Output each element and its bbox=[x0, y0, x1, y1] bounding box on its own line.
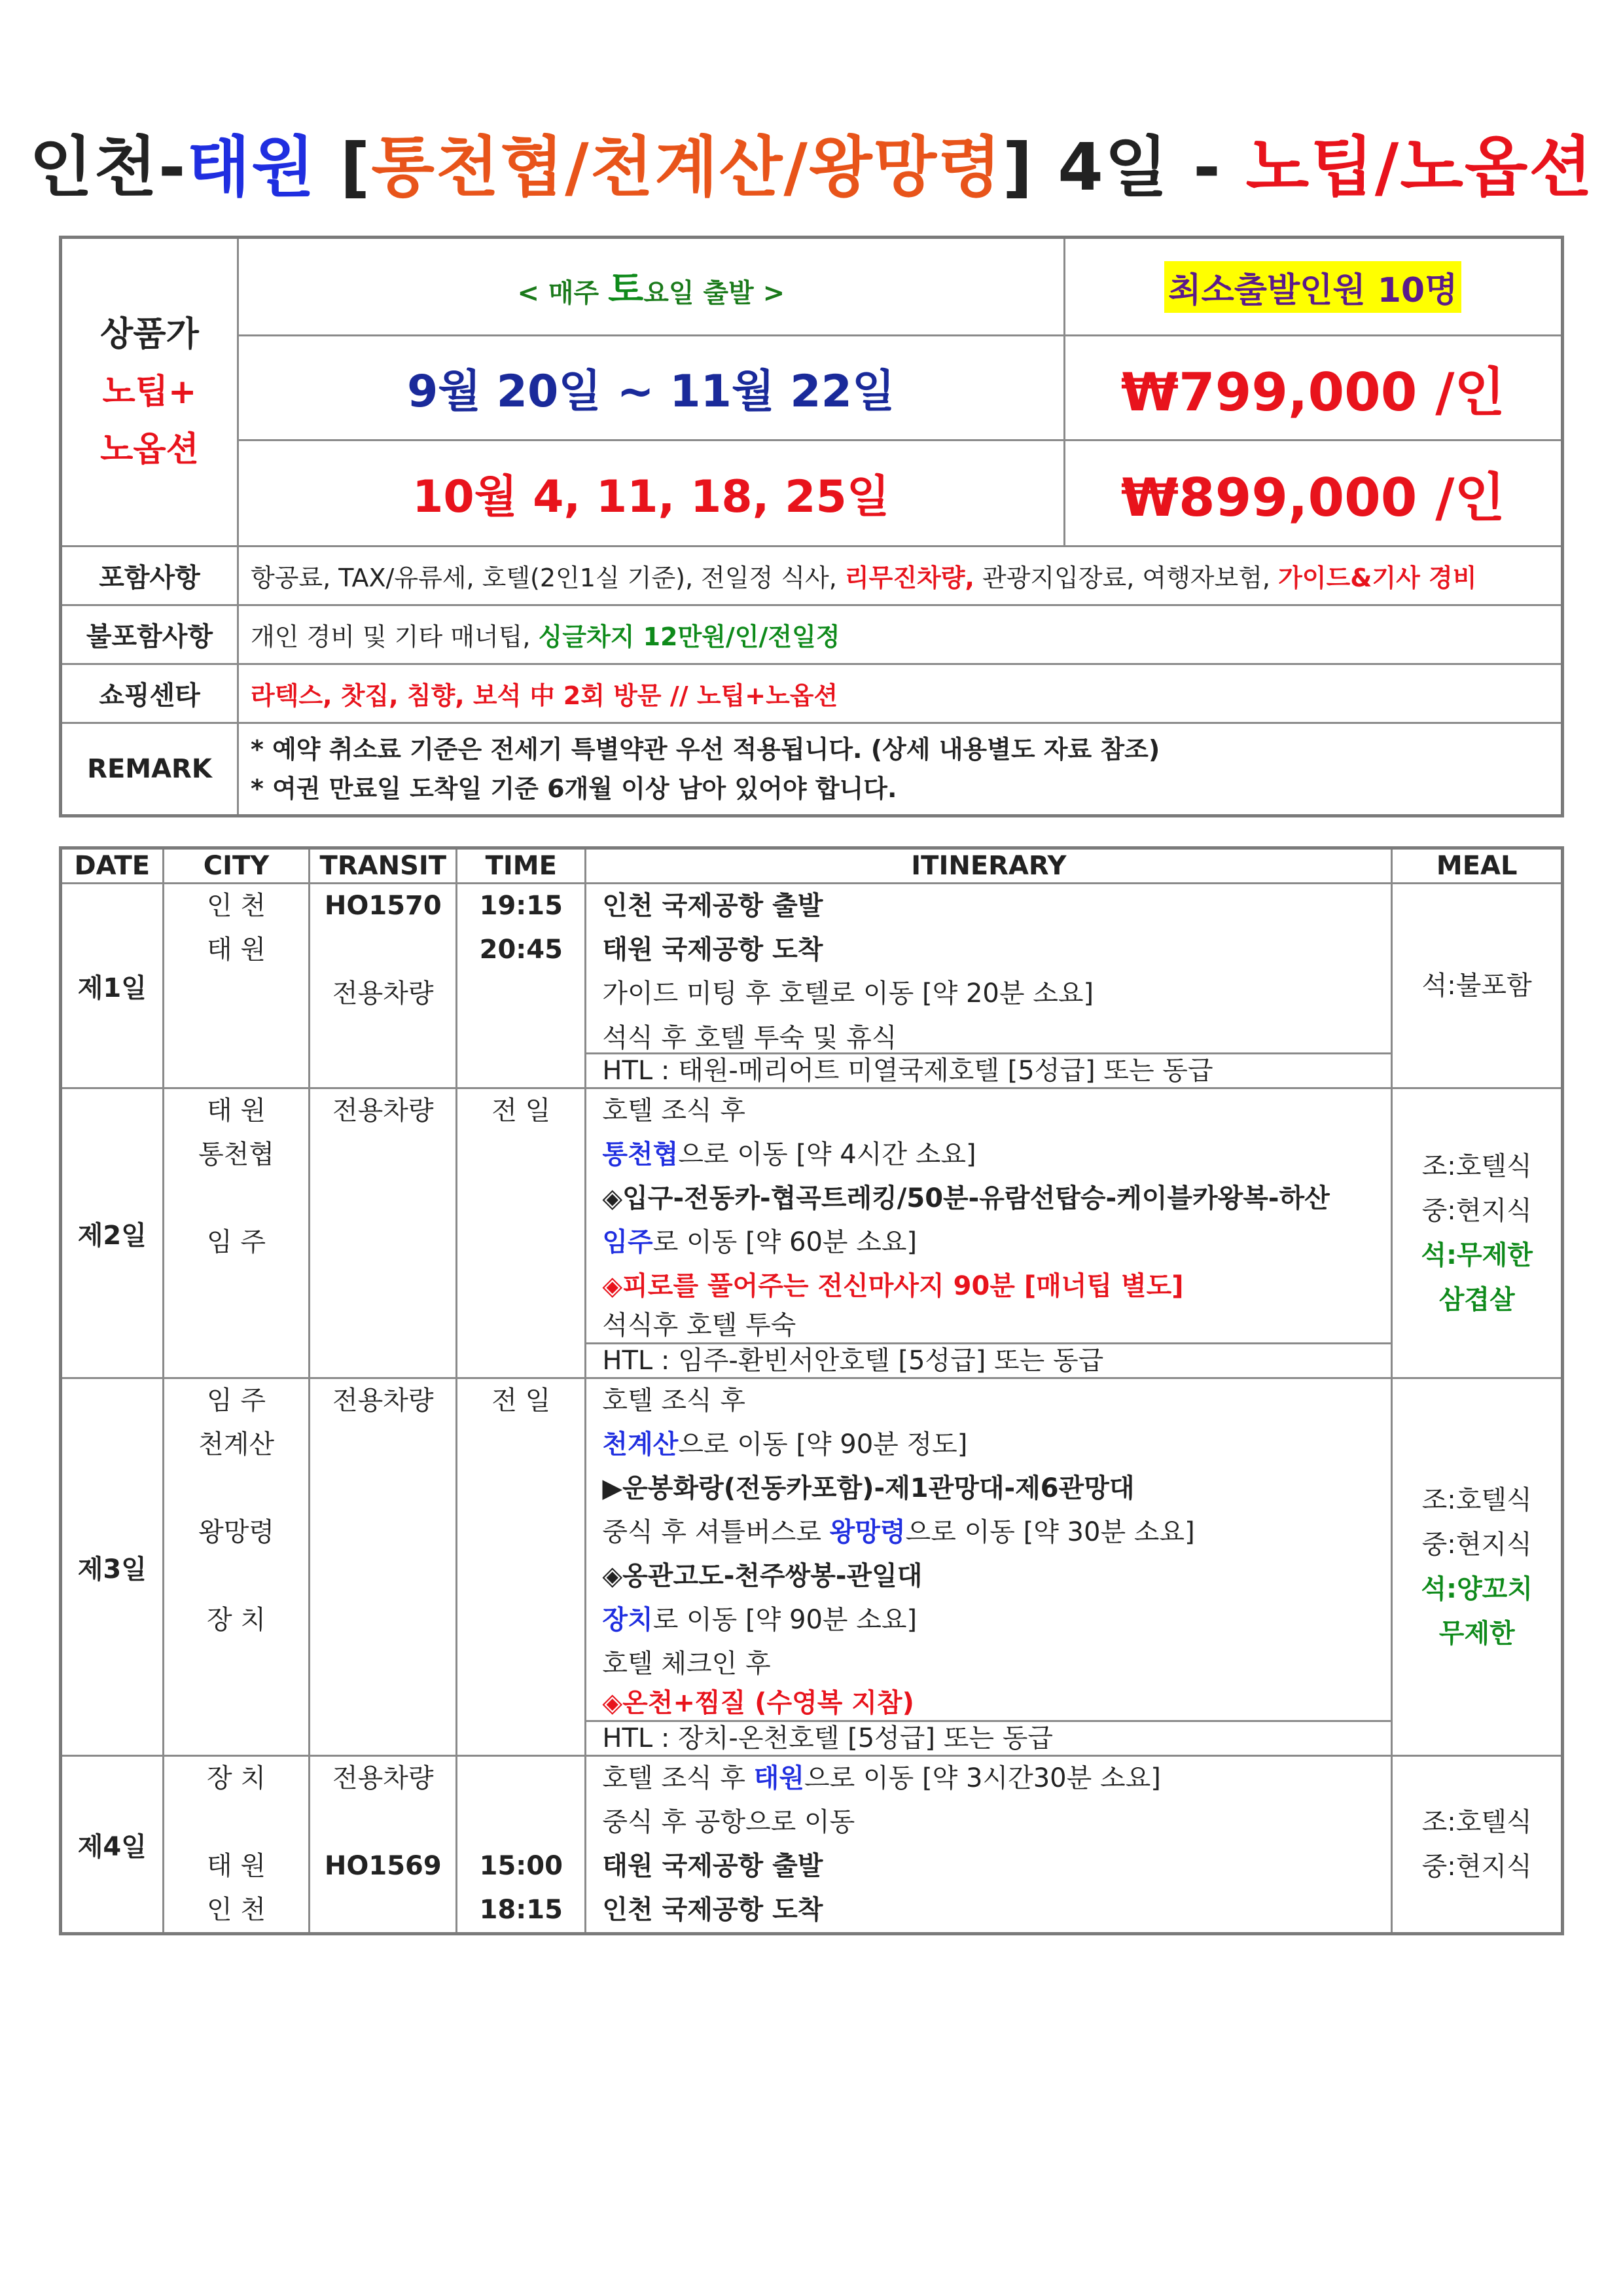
product-price-label bbox=[61, 238, 238, 547]
hotel-line: HTL : 태원-메리어트 미열국제호텔 [5성급] 또는 동급 bbox=[586, 1052, 1391, 1087]
remark-label: REMARK bbox=[61, 723, 238, 816]
product-label-text: 상품가 bbox=[100, 315, 199, 354]
day-itinerary bbox=[586, 884, 1392, 1088]
itinerary-text: 으로 이동 [약 90분 정도] bbox=[678, 1429, 968, 1460]
day-meal bbox=[1392, 884, 1563, 1088]
title-no-tip: 노팁/노옵션 bbox=[1245, 129, 1594, 206]
excluded-a: 개인 경비 및 기타 매너팁, bbox=[250, 622, 539, 651]
included-d: 가이드&기사 경비 bbox=[1278, 564, 1477, 592]
city: 장 치 bbox=[207, 1763, 266, 1793]
meal-item: 석:불포함 bbox=[1421, 971, 1532, 1001]
time: 전 일 bbox=[491, 1386, 551, 1416]
time bbox=[457, 1801, 584, 1844]
title-destination: 태원 bbox=[187, 129, 316, 206]
city: 인 천 bbox=[207, 891, 266, 921]
city: 태 원 bbox=[207, 1096, 266, 1126]
itinerary-line: 호텔 체크인 후 bbox=[602, 1649, 771, 1679]
period-2: 10월 4, 11, 18, 25일 bbox=[238, 440, 1064, 547]
excluded-label: 불포함사항 bbox=[61, 605, 238, 664]
itinerary-table bbox=[59, 846, 1564, 1935]
period-1: 9월 20일 ~ 11월 22일 bbox=[238, 336, 1064, 440]
header-city: CITY bbox=[163, 848, 310, 884]
city: 임 주 bbox=[207, 1386, 266, 1416]
day-itinerary bbox=[586, 1756, 1392, 1934]
meal-special: 석:양꼬치 bbox=[1421, 1574, 1533, 1604]
departure-post: 요일 출발 > bbox=[643, 278, 785, 308]
place-highlight: 임주 bbox=[602, 1227, 653, 1257]
title-duration: ] 4일 - bbox=[1002, 129, 1246, 206]
header-date: DATE bbox=[61, 848, 164, 884]
time: 19:15 bbox=[479, 891, 563, 921]
itinerary-line bbox=[586, 1221, 1391, 1265]
transit: 전용차량 bbox=[332, 978, 434, 1009]
day-row bbox=[61, 1088, 1563, 1378]
itinerary-line: ◈피로를 풀어주는 전신마사지 90분 [매너팁 별도] bbox=[602, 1271, 1184, 1301]
city: 왕망령 bbox=[198, 1517, 274, 1547]
itinerary-line bbox=[586, 1423, 1391, 1467]
header-transit: TRANSIT bbox=[310, 848, 457, 884]
itinerary-text: 로 이동 [약 90분 소요] bbox=[652, 1605, 918, 1635]
itinerary-line: ◈입구-전동카-협곡트레킹/50분-유람선탑승-케이블카왕복-하산 bbox=[602, 1183, 1330, 1213]
city: 장 치 bbox=[207, 1605, 266, 1635]
remark-text bbox=[238, 723, 1562, 816]
itinerary-line: 태원 국제공항 도착 bbox=[602, 935, 823, 965]
itinerary-text: 으로 이동 [약 4시간 소요] bbox=[678, 1139, 976, 1170]
included-label: 포함사항 bbox=[61, 547, 238, 605]
min-pax-cell bbox=[1064, 238, 1562, 336]
included-c: 관광지입장료, 여행자보험, bbox=[974, 564, 1279, 592]
city: 태 원 bbox=[207, 935, 266, 965]
day-label: 제1일 bbox=[61, 884, 164, 1088]
meal-special: 삼겹살 bbox=[1438, 1285, 1515, 1315]
day-cities bbox=[163, 884, 310, 1088]
itinerary-line bbox=[586, 1757, 1391, 1801]
day-transit bbox=[310, 1088, 457, 1378]
day-row bbox=[61, 1756, 1563, 1934]
city bbox=[164, 1467, 309, 1511]
city bbox=[164, 1801, 309, 1844]
itinerary-text: 호텔 조식 후 bbox=[602, 1763, 754, 1793]
meal-special: 석:무제한 bbox=[1421, 1240, 1533, 1270]
place-highlight: 태원 bbox=[753, 1763, 805, 1793]
header-itinerary: ITINERARY bbox=[586, 848, 1392, 884]
product-sub-text: 노팁+ bbox=[102, 372, 197, 412]
transit bbox=[310, 1801, 455, 1844]
city: 임 주 bbox=[207, 1227, 266, 1257]
remark-2: * 여권 만료일 도착일 기준 6개월 이상 남아 있어야 합니다. bbox=[250, 774, 897, 803]
title-spots: 통천협/천계산/왕망령 bbox=[371, 129, 1003, 206]
itinerary-line bbox=[586, 1133, 1391, 1177]
included-b: 리무진차량, bbox=[844, 564, 974, 592]
city bbox=[164, 1177, 309, 1221]
page-title bbox=[0, 115, 1623, 209]
day-row bbox=[61, 1378, 1563, 1756]
day-transit bbox=[310, 884, 457, 1088]
day-times bbox=[457, 884, 586, 1088]
itinerary-line: ◈옹관고도-천주쌍봉-관일대 bbox=[602, 1561, 923, 1591]
transit: 전용차량 bbox=[332, 1763, 434, 1793]
title-bracket-open: [ bbox=[315, 129, 372, 206]
itinerary-line: 석식후 호텔 투숙 bbox=[602, 1310, 796, 1340]
itinerary-text: 으로 이동 [약 3시간30분 소요] bbox=[804, 1763, 1161, 1793]
product-sub2-text: 노옵션 bbox=[100, 430, 199, 469]
place-highlight: 통천협 bbox=[602, 1139, 679, 1170]
transit: 전용차량 bbox=[332, 1386, 434, 1416]
itinerary-line: 호텔 조식 후 bbox=[602, 1096, 746, 1126]
city bbox=[164, 1554, 309, 1598]
departure-pre: < 매주 bbox=[517, 278, 609, 308]
itinerary-line: 가이드 미팅 후 호텔로 이동 [약 20분 소요] bbox=[602, 978, 1094, 1009]
flight-number: HO1570 bbox=[324, 891, 442, 921]
meal-item: 조:호텔식 bbox=[1421, 1807, 1532, 1837]
time: 전 일 bbox=[491, 1096, 551, 1126]
itinerary-line: ◈온천+찜질 (수영복 지참) bbox=[602, 1688, 914, 1718]
itinerary-line: 석식 후 호텔 투숙 및 휴식 bbox=[602, 1023, 897, 1053]
transit bbox=[310, 1888, 455, 1932]
itinerary-line: 인천 국제공항 출발 bbox=[602, 891, 823, 921]
shopping-text: 라텍스, 찻집, 침향, 보석 中 2회 방문 // 노팁+노옵션 bbox=[238, 664, 1562, 723]
price-2: ₩899,000 /인 bbox=[1064, 440, 1562, 547]
time: 15:00 bbox=[479, 1851, 563, 1881]
meal-special: 무제한 bbox=[1438, 1619, 1515, 1649]
day-cities bbox=[163, 1088, 310, 1378]
title-origin: 인천- bbox=[29, 129, 187, 206]
departure-day bbox=[238, 238, 1064, 336]
city: 통천협 bbox=[198, 1139, 274, 1170]
day-meal bbox=[1392, 1088, 1563, 1378]
time: 20:45 bbox=[479, 935, 563, 965]
shopping-label: 쇼핑센타 bbox=[61, 664, 238, 723]
time bbox=[457, 1757, 584, 1801]
meal-item: 조:호텔식 bbox=[1421, 1485, 1532, 1515]
day-meal bbox=[1392, 1378, 1563, 1756]
price-1: ₩799,000 /인 bbox=[1064, 336, 1562, 440]
departure-day-text: 토 bbox=[608, 268, 644, 311]
transit: 전용차량 bbox=[332, 1096, 434, 1126]
city: 태 원 bbox=[207, 1851, 266, 1881]
day-transit bbox=[310, 1756, 457, 1934]
day-times bbox=[457, 1088, 586, 1378]
day-label: 제4일 bbox=[61, 1756, 164, 1934]
itinerary-line: 인천 국제공항 도착 bbox=[602, 1895, 823, 1925]
included-text bbox=[238, 547, 1562, 605]
itinerary-text: 중식 후 셔틀버스로 bbox=[602, 1517, 830, 1547]
place-highlight: 천계산 bbox=[602, 1429, 679, 1460]
flight-number: HO1569 bbox=[324, 1851, 442, 1881]
place-highlight: 장치 bbox=[602, 1605, 653, 1635]
day-times bbox=[457, 1378, 586, 1756]
itinerary-line: 중식 후 공항으로 이동 bbox=[602, 1807, 855, 1837]
day-meal bbox=[1392, 1756, 1563, 1934]
itinerary-text: 으로 이동 [약 30분 소요] bbox=[905, 1517, 1195, 1547]
day-times bbox=[457, 1756, 586, 1934]
day-label: 제3일 bbox=[61, 1378, 164, 1756]
itinerary-line: 태원 국제공항 출발 bbox=[602, 1851, 823, 1881]
itinerary-line bbox=[586, 1598, 1391, 1642]
itinerary-text: 로 이동 [약 60분 소요] bbox=[652, 1227, 918, 1257]
day-cities bbox=[163, 1756, 310, 1934]
city: 천계산 bbox=[198, 1429, 274, 1460]
place-highlight: 왕망령 bbox=[829, 1517, 906, 1547]
city: 인 천 bbox=[207, 1895, 266, 1925]
time: 18:15 bbox=[479, 1895, 563, 1925]
day-label: 제2일 bbox=[61, 1088, 164, 1378]
day-itinerary bbox=[586, 1088, 1392, 1378]
day-transit bbox=[310, 1378, 457, 1756]
day-itinerary bbox=[586, 1378, 1392, 1756]
hotel-line: HTL : 임주-환빈서안호텔 [5성급] 또는 동급 bbox=[586, 1342, 1391, 1377]
meal-item: 중:현지식 bbox=[1421, 1852, 1532, 1882]
excluded-b: 싱글차지 12만원/인/전일정 bbox=[538, 622, 840, 651]
day-row bbox=[61, 884, 1563, 1088]
itinerary-line: ▶운봉화랑(전동카포함)-제1관망대-제6관망대 bbox=[602, 1473, 1135, 1503]
min-pax-badge: 최소출발인원 10명 bbox=[1164, 261, 1461, 313]
itinerary-line bbox=[586, 1511, 1391, 1554]
meal-item: 조:호텔식 bbox=[1421, 1151, 1532, 1181]
meal-item: 중:현지식 bbox=[1421, 1196, 1532, 1226]
included-a: 항공료, TAX/유류세, 호텔(2인1실 기준), 전일정 식사, bbox=[250, 564, 845, 592]
remark-1: * 예약 취소료 기준은 전세기 특별약관 우선 적용됩니다. (상세 내용별도 자료 참조) bbox=[250, 735, 1160, 764]
transit bbox=[310, 928, 455, 972]
hotel-line: HTL : 장치-온천호텔 [5성급] 또는 동급 bbox=[586, 1720, 1391, 1755]
header-time: TIME bbox=[457, 848, 586, 884]
product-info-table bbox=[59, 236, 1564, 817]
excluded-text bbox=[238, 605, 1562, 664]
meal-item: 중:현지식 bbox=[1421, 1530, 1532, 1560]
itinerary-line: 호텔 조식 후 bbox=[602, 1386, 746, 1416]
day-cities bbox=[163, 1378, 310, 1756]
header-meal: MEAL bbox=[1392, 848, 1563, 884]
